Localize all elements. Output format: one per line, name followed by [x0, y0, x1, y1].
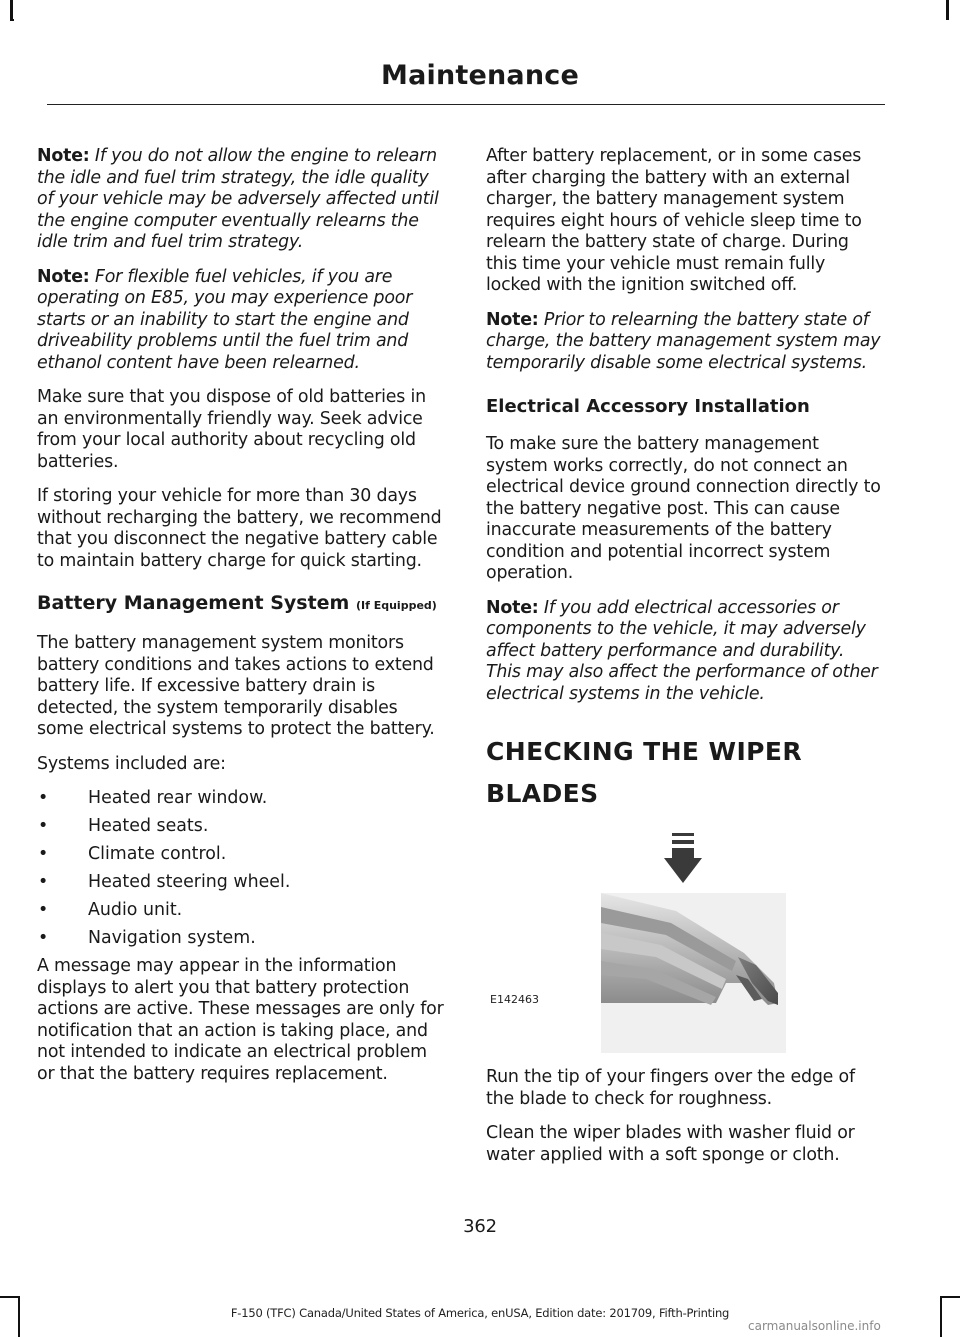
paragraph-information-message: A message may appear in the information displays to alert you that battery protection actions are active. These messages are only for notification that an action is taking place, and not intended to indicate an electrical problem or that the battery requires replacement.: [37, 956, 444, 1084]
bullet-icon: •: [38, 900, 49, 920]
crop-mark: [946, 0, 949, 20]
section-heading-battery-management: [37, 592, 449, 617]
wiper-blade-image: [486, 833, 882, 1053]
page-number: 362: [463, 1216, 497, 1237]
heading-line: CHECKING THE WIPER: [486, 737, 803, 766]
header-divider: [47, 104, 885, 105]
list-item-text: Heated steering wheel.: [88, 872, 291, 892]
bullet-icon: •: [38, 816, 49, 836]
note-label: Note:: [486, 309, 539, 330]
crop-mark: [0, 1296, 20, 1298]
list-item-text: Heated seats.: [88, 816, 209, 836]
bullet-icon: •: [38, 872, 49, 892]
list-item: [37, 844, 449, 866]
note-text: Prior to relearning the battery state of charge, the battery management system may temporarily disable some electrical systems.: [486, 309, 881, 373]
paragraph-wiper-clean: Clean the wiper blades with washer fluid or water applied with a soft sponge or cloth.: [486, 1123, 855, 1165]
figure-code: E142463: [490, 993, 539, 1006]
paragraph-after-replacement: After battery replacement, or in some cases after charging the battery with an external charger, the battery management system requires eight hours of vehicle sleep time to relearn the battery state of charge. During this time your vehicle must remain fully locked with the ignition switched off.: [486, 146, 862, 295]
list-item: [37, 900, 449, 922]
wiper-blade-illustration: [486, 833, 882, 1053]
heading-line: BLADES: [486, 779, 599, 808]
paragraph-wiper-check: Run the tip of your fingers over the edge of the blade to check for roughness.: [486, 1067, 855, 1109]
section-heading-qualifier: (If Equipped): [355, 599, 437, 612]
list-item: [37, 928, 449, 950]
crop-mark: [940, 1296, 960, 1298]
list-item-text: Audio unit.: [88, 900, 183, 920]
paragraph-dispose-batteries: Make sure that you dispose of old batteries in an environmentally friendly way. Seek advice from your local authority about recycling old batteries.: [37, 387, 426, 472]
page-title: Maintenance: [381, 60, 579, 91]
note-label: Note:: [486, 597, 539, 618]
list-item: [37, 816, 449, 838]
paragraph-accessory-installation: To make sure the battery management system works correctly, do not connect an electrical device ground connection directly to the battery negative post. This can cause inaccurate measurements of the battery condition and potential incorrect system operation.: [486, 434, 881, 583]
edition-footer: F-150 (TFC) Canada/United States of America, enUSA, Edition date: 201709, Fifth-Printing: [230, 1306, 730, 1320]
left-column: [37, 146, 449, 1098]
note-label: Note:: [37, 146, 90, 166]
note-text: If you do not allow the engine to relearn the idle and fuel trim strategy, the idle quality of your vehicle may be adversely affected until the engine computer eventually relearns the idle trim and fuel trim strategy.: [37, 146, 439, 252]
systems-list: [37, 788, 449, 950]
note-text: If you add electrical accessories or components to the vehicle, it may adversely affect battery performance and durability. This may also affect the performance of other electrical systems in the vehicle.: [486, 597, 878, 704]
watermark: carmanualsonline.info: [748, 1319, 881, 1333]
note-engine-relearn: [37, 146, 449, 254]
list-item: [37, 788, 449, 810]
paragraph-storing-vehicle: If storing your vehicle for more than 30 days without recharging the battery, we recommend that you disconnect the negative battery cable to maintain battery charge for quick starting.: [37, 486, 442, 571]
crop-mark: [10, 19, 14, 21]
note-flex-fuel: [37, 267, 449, 375]
list-item-text: Heated rear window.: [88, 788, 268, 808]
bullet-icon: •: [38, 928, 49, 948]
list-item: [37, 872, 449, 894]
paragraph-systems-intro: Systems included are:: [37, 753, 226, 774]
note-accessories: [486, 598, 882, 706]
list-item-text: Climate control.: [88, 844, 227, 864]
heading-checking-wiper-blades: [486, 731, 882, 815]
section-heading-text: Battery Management System: [37, 592, 350, 614]
subheading-accessory-installation: Electrical Accessory Installation: [486, 396, 810, 417]
list-item-text: Navigation system.: [88, 928, 256, 948]
note-text: For flexible fuel vehicles, if you are operating on E85, you may experience poor starts or an inability to start the engine and driveability problems until the fuel trim and ethanol content have been relearned.: [37, 266, 413, 373]
note-relearning: [486, 310, 882, 375]
note-label: Note:: [37, 266, 90, 287]
crop-mark: [10, 0, 13, 20]
bullet-icon: •: [38, 844, 49, 864]
bullet-icon: •: [38, 788, 49, 808]
paragraph-bms-description: The battery management system monitors battery conditions and takes actions to extend battery life. If excessive battery drain is detected, the system temporarily disables some electrical systems to protect the battery.: [37, 633, 435, 739]
right-column: [486, 146, 882, 1179]
